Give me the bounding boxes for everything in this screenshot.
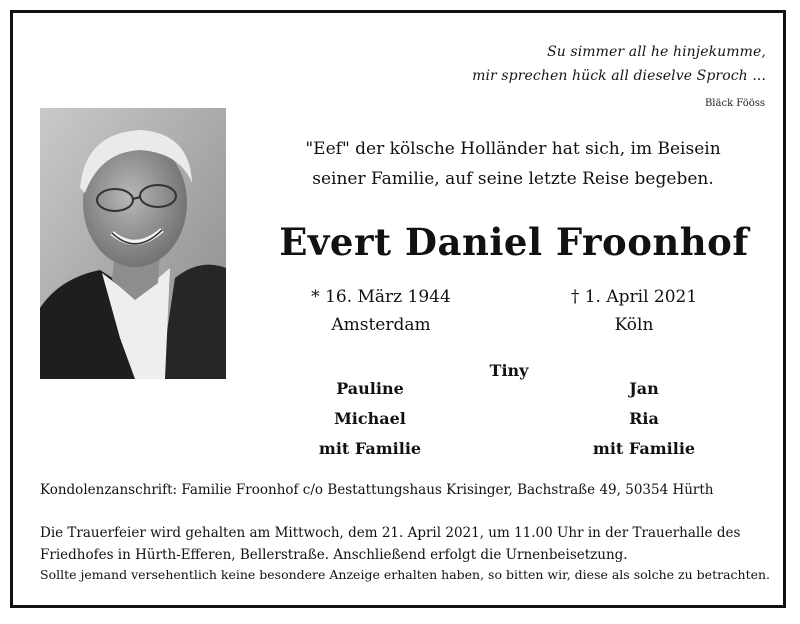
mourner-family: mit Familie xyxy=(592,439,696,458)
death-place: Köln xyxy=(614,315,654,335)
funeral-notice xyxy=(40,522,740,566)
mourner-name: Jan xyxy=(629,379,659,398)
mourner-center: Tiny xyxy=(489,361,529,380)
funeral-line: Die Trauerfeier wird gehalten am Mittwoch, dem 21. April 2021, um 11.00 Uhr in der Trauerhalle des xyxy=(40,525,741,541)
motto-line: mir sprechen hück all dieselve Sproch ... xyxy=(472,68,766,84)
mourner-family: mit Familie xyxy=(318,439,422,458)
motto-source: Bläck Fööss xyxy=(704,98,765,109)
birth-place: Amsterdam xyxy=(331,315,431,335)
condolence-address: Kondolenzanschrift: Familie Froonhof c/o Bestattungshaus Krisinger, Bachstraße 49, 50354 Hürth xyxy=(40,482,714,498)
mourner-name: Michael xyxy=(334,409,406,428)
notice-disclaimer: Sollte jemand versehentlich keine besondere Anzeige erhalten haben, so bitten wir, diese als solche zu betrachten. xyxy=(40,567,771,582)
death-info xyxy=(534,283,734,339)
birth-info xyxy=(281,283,481,339)
death-date: † 1. April 2021 xyxy=(570,287,698,307)
portrait-photo xyxy=(40,108,226,379)
intro-line: seiner Familie, auf seine letzte Reise begeben. xyxy=(312,169,714,189)
deceased-name: Evert Daniel Froonhof xyxy=(279,220,749,264)
mourner-group-right xyxy=(554,374,734,464)
mourner-name: Ria xyxy=(629,409,659,428)
funeral-line: Friedhofes in Hürth-Efferen, Bellerstraße. Anschließend erfolgt die Urnenbeisetzung. xyxy=(40,547,628,563)
intro-text xyxy=(268,134,758,194)
mourner-name: Pauline xyxy=(336,379,404,398)
birth-date: * 16. März 1944 xyxy=(311,287,451,307)
motto-line: Su simmer all he hinjekumme, xyxy=(547,44,766,60)
mourner-group-left xyxy=(280,374,460,464)
intro-line: "Eef" der kölsche Holländer hat sich, im Beisein xyxy=(305,139,721,159)
motto-quote xyxy=(472,40,766,88)
